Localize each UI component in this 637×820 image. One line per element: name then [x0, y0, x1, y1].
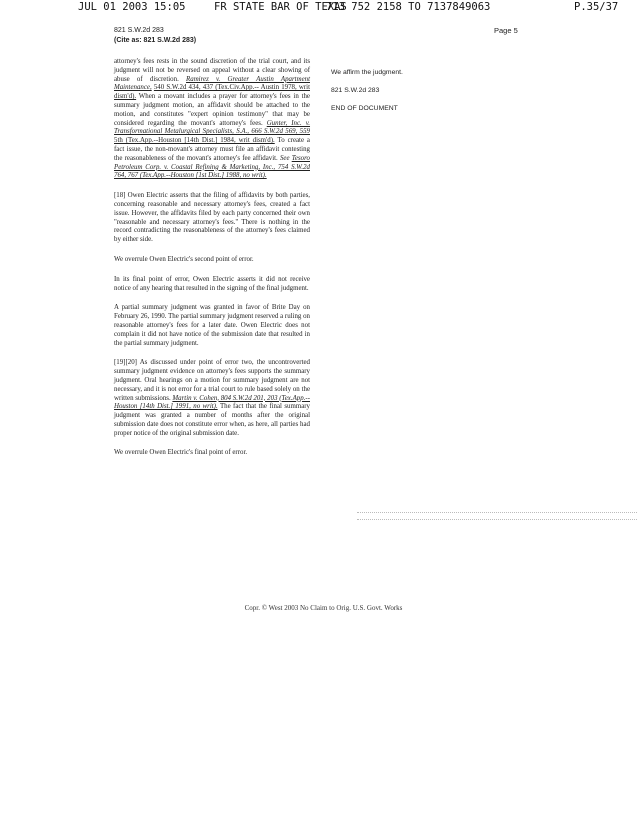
paragraph-6: [19][20] As discussed under point of error two, the uncontroverted summary judgment evidence on attorney's fees supports the summary judgment. Oral hearings on a motion for summary judgment are not necessary, and it is not error for a trial court to rule based solely on the written submissions. Martin v. Cohen, 804 S.W.2d 201, 203 (Tex.App.--Houston [14th Dist.] 1991, no writ). The fact that the final summary judgment was granted a number of months after the original submission date does not constitute error when, as here, all parties had proper notice of the original submission date.: [114, 359, 310, 437]
case-link-ramirez[interactable]: Ramirez v. Greater Austin Apartment Maintenance,: [114, 75, 310, 92]
fax-sender: FR STATE BAR OF TEXAS: [214, 1, 347, 13]
page-number: Page 5: [494, 26, 518, 35]
paragraph-7: We overrule Owen Electric's final point of error.: [114, 449, 248, 457]
paragraph-5: A partial summary judgment was granted in favor of Brite Day on February 26, 1990. The partial summary judgment reserved a ruling on reasonable attorney's fees for a later date. Owen Electric does not complain it did not have notice of the submission date that resulted in the partial summary judgment.: [114, 304, 310, 347]
citation-header: [114, 26, 196, 46]
copyright-notice: Copr. © West 2003 No Claim to Orig. U.S. Govt. Works: [244, 604, 403, 612]
fax-numbers: 713 752 2158 TO 7137849063: [326, 1, 491, 13]
case-link-gunter[interactable]: Gunter, Inc. v. Transformational Metalurgical Specialists, S.A., 666 S.W.2d 569, 559: [114, 119, 311, 136]
fax-date-time: JUL 01 2003 15:05: [78, 1, 186, 13]
citation-line-1: 821 S.W.2d 283: [114, 27, 164, 34]
cite-link-gunter[interactable]: 5th (Tex.App.--Houston [14th Dist.] 1984, writ dism'd).: [114, 137, 275, 145]
scan-line: [357, 519, 637, 520]
paragraph-4: In its final point of error, Owen Electric asserts it did not receive notice of any hearing that resulted in the signing of the final judgment.: [114, 275, 310, 292]
fax-page: P.35/37: [574, 1, 619, 13]
right-column: [331, 68, 491, 122]
footer: [0, 604, 637, 612]
right-citation: 821 S.W.2d 283: [331, 87, 380, 94]
paragraph-2: [18] Owen Electric asserts that the filing of affidavits by both parties, concerning reasonable and necessary attorney's fees, created a fact issue. However, the affidavits filed by each party concerned their own "reasonable and necessary attorney's fees." There is nothing in the record contradicting the reasonableness of the attorney's fees claimed by either side.: [114, 192, 310, 244]
case-link-tesoro[interactable]: Tesoro Petroleum Corp. v. Coastal Refining & Marketing, Inc., 754 S.W.2d 764, 767 (Tex.App.--Houston [1st Dist.] 1988, no writ).: [114, 154, 310, 180]
affirm-line: We affirm the judgment.: [331, 69, 403, 76]
citation-line-2: (Cite as: 821 S.W.2d 283): [114, 37, 197, 44]
paragraph-1: attorney's fees rests in the sound discretion of the trial court, and its judgment will not be reversed on appeal without a clear showing of abuse of discretion. Ramirez v. Greater Austin Apartment Maintenance, 540 S.W.2d 434, 437 (Tex.Civ.App.-- Austin 1978, writ dism'd). When a movant includes a prayer for attorney's fees in the summary judgment motion, an affidavit should be attached to the motion, and constitutes "expert opinion testimony" that may be considered regarding the movant's attorney's fees. Gunter, Inc. v. Transformational Metalurgical Specialists, S.A., 666 S.W.2d 569, 559 5th (Tex.App.--Houston [14th Dist.] 1984, writ dism'd). To create a fact issue, the non-movant's attorney must file an affidavit contesting the reasonableness of the movant's attorney's fee affidavit. See Tesoro Petroleum Corp. v. Coastal Refining & Marketing, Inc., 754 S.W.2d 764, 767 (Tex.App.--Houston [1st Dist.] 1988, no writ).: [114, 58, 311, 180]
scan-line: [357, 512, 637, 513]
case-link-martin[interactable]: Martin v. Cohen, 804 S.W.2d 201, 203 (Tex.App.--Houston [14th Dist.] 1991, no writ).: [114, 394, 310, 411]
cite-link-ramirez[interactable]: 540 S.W.2d 434, 437 (Tex.Civ.App.-- Austin 1978, writ dism'd).: [114, 84, 310, 101]
paragraph-3: We overrule Owen Electric's second point of error.: [114, 255, 254, 263]
end-of-document: END OF DOCUMENT: [331, 105, 398, 112]
left-column: [114, 58, 310, 469]
fax-header: [0, 1, 637, 15]
